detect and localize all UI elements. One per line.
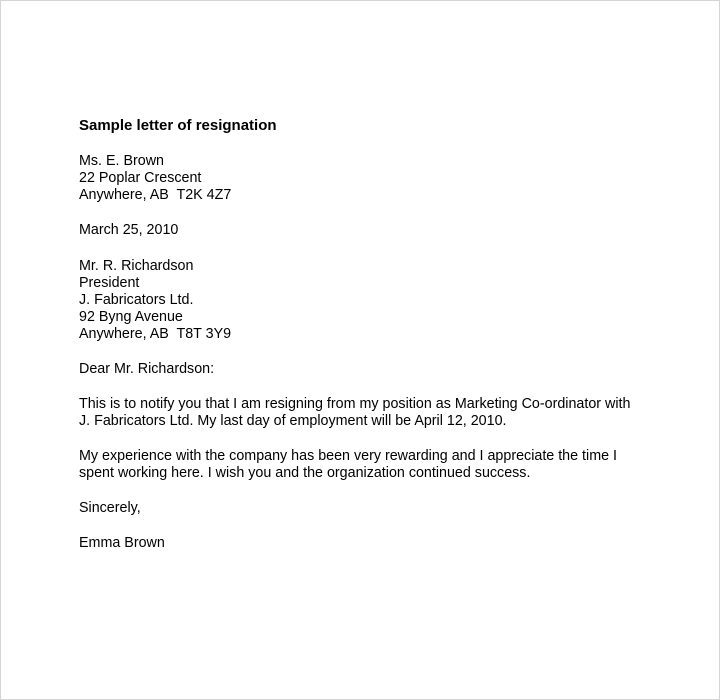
signature-block — [79, 535, 679, 552]
closing-block — [79, 500, 679, 517]
sender-address-line2: Anywhere, AB T2K 4Z7 — [79, 187, 232, 203]
recipient-address-line1: 92 Byng Avenue — [79, 309, 183, 325]
sender-name: Ms. E. Brown — [79, 153, 165, 169]
recipient-name: Mr. R. Richardson — [79, 258, 194, 274]
paragraph-1 — [79, 396, 679, 430]
paragraph-1-line-1: This is to notify you that I am resigning from my position as Marketing Co-ordinator with — [79, 396, 631, 412]
recipient-address — [79, 258, 679, 343]
signature-name: Emma Brown — [79, 535, 165, 551]
recipient-title: President — [79, 275, 140, 291]
paragraph-1-line-2: J. Fabricators Ltd. My last day of employment will be April 12, 2010. — [79, 413, 507, 429]
paragraph-2-line-1: My experience with the company has been very rewarding and I appreciate the time I — [79, 448, 618, 464]
sender-address — [79, 153, 679, 204]
salutation: Dear Mr. Richardson: — [79, 361, 215, 377]
letter-date-block — [79, 222, 679, 239]
letter-body — [79, 117, 679, 552]
salutation-block — [79, 361, 679, 378]
letter-title: Sample letter of resignation — [79, 117, 277, 134]
paragraph-2-line-2: spent working here. I wish you and the organization continued success. — [79, 465, 531, 481]
sender-address-line1: 22 Poplar Crescent — [79, 170, 202, 186]
closing: Sincerely, — [79, 500, 141, 516]
paragraph-2 — [79, 448, 679, 482]
recipient-address-line2: Anywhere, AB T8T 3Y9 — [79, 326, 232, 342]
recipient-company: J. Fabricators Ltd. — [79, 292, 194, 308]
letter-date: March 25, 2010 — [79, 222, 179, 238]
